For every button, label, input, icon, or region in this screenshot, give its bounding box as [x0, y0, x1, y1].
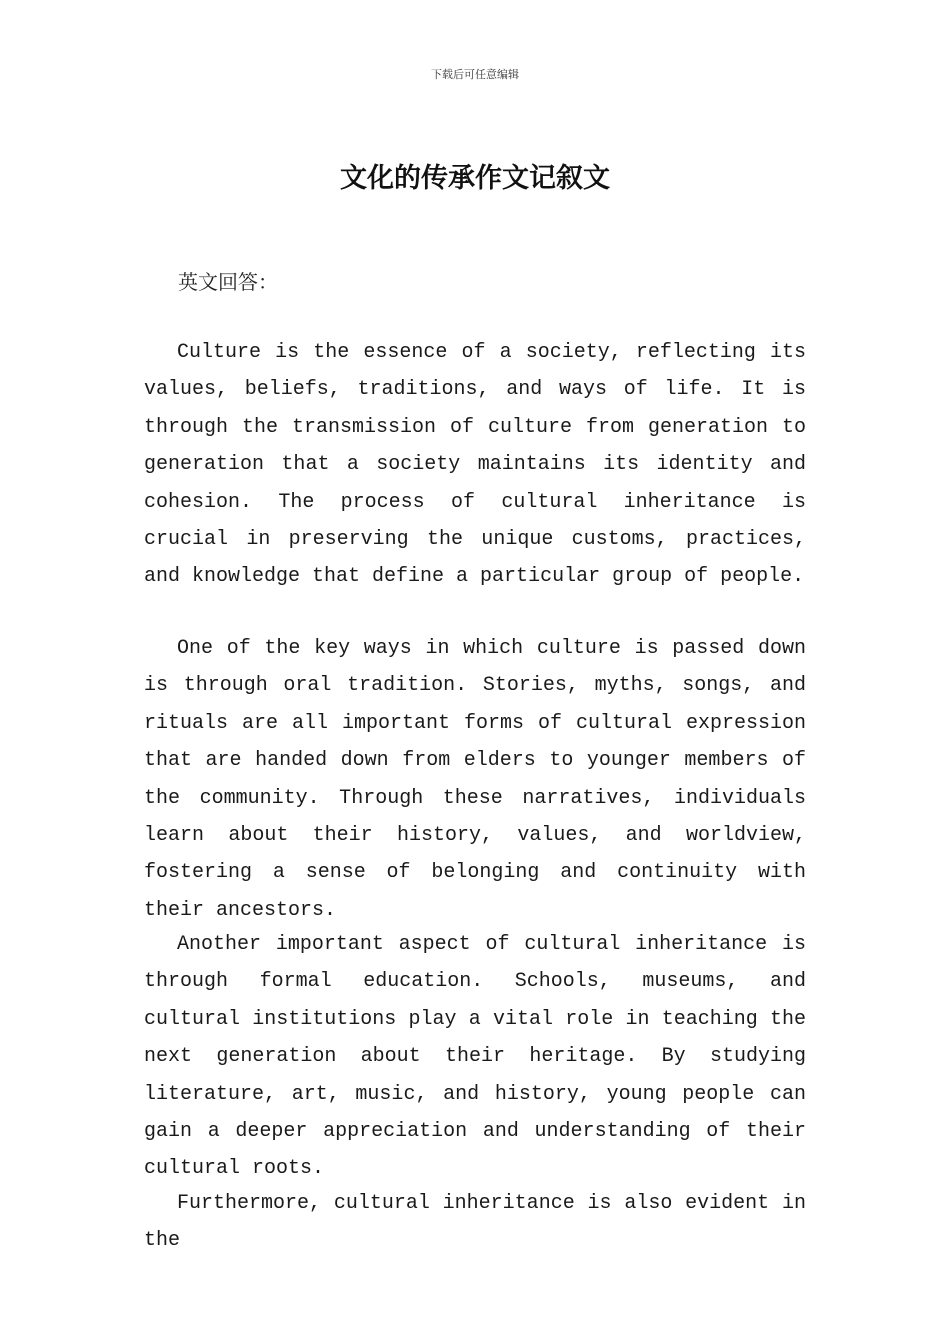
paragraph-4: Furthermore, cultural inheritance is also evident in the [144, 1192, 806, 1253]
section-label: 英文回答： [178, 270, 278, 294]
paragraph-1: Culture is the essence of a society, reflecting its values, beliefs, traditions, and ways of life. It is through the transmission of culture from generation to generation that a society maintains its identity and cohesion. The process of cultural inheritance is crucial in preserving the unique customs, practices, and knowledge that define a particular group of people. [144, 341, 806, 589]
header-note: 下载后可任意编辑 [431, 68, 519, 81]
paragraph-3: Another important aspect of cultural inheritance is through formal education. Schools, museums, and cultural institutions play a vital role in teaching the next generation about their heritage. By studying literature, art, music, and history, young people can gain a deeper appreciation and understanding of their cultural roots. [144, 933, 806, 1181]
page-title: 文化的传承作文记叙文 [340, 163, 610, 194]
paragraph-2: One of the key ways in which culture is passed down is through oral tradition. Stories, myths, songs, and rituals are all important forms of cultural expression that are handed down from elders to younger members of the community. Through these narratives, individuals learn about their history, values, and worldview, fostering a sense of belonging and continuity with their ancestors. [144, 637, 806, 922]
